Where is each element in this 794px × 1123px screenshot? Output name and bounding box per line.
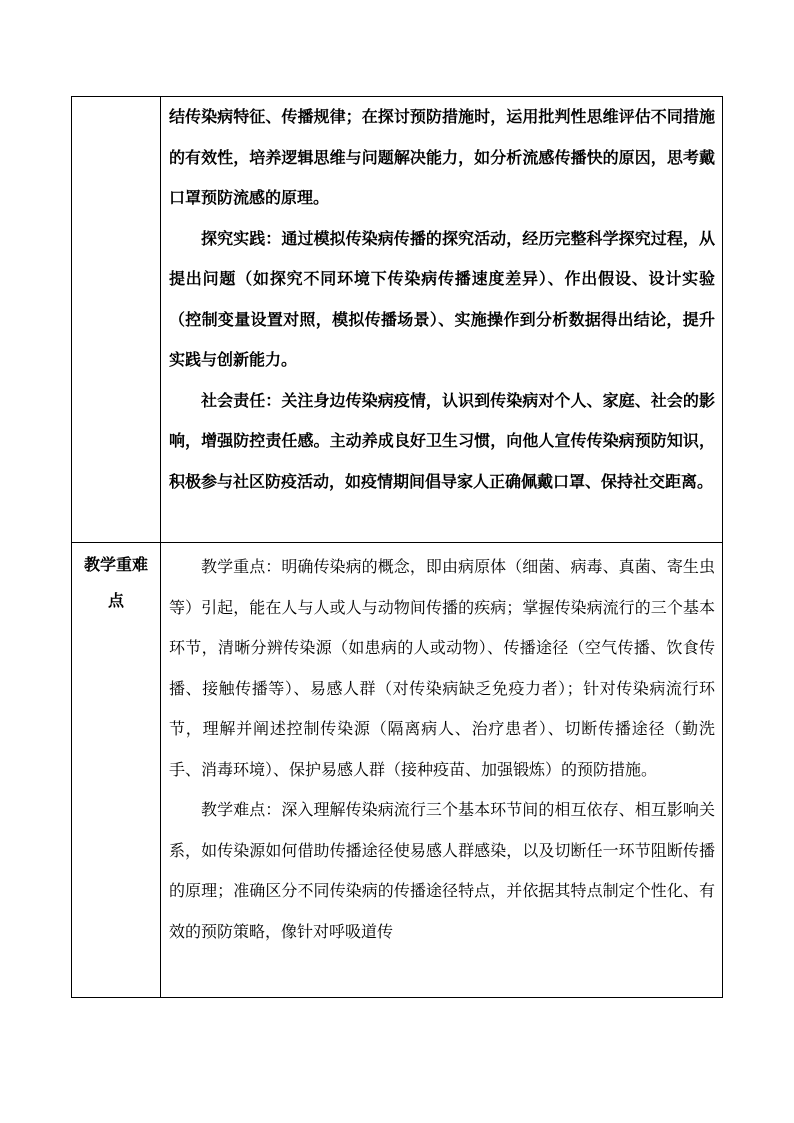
row-label-cell [72,543,161,998]
key-difficult-content-cell [161,543,723,998]
lesson-plan-table [71,96,723,998]
table-row-objectives [72,97,723,543]
difficult-points-paragraph: 教学难点：深入理解传染病流行三个基本环节间的相互依存、相互影响关系，如传染源如何借助传播途径使易感人群感染，以及切断任一环节阻断传播的原理；准确区分不同传染病的传播途径特点，并依据其特点制定个性化、有效的预防策略，像针对呼吸道传 [169,800,715,941]
objectives-content-cell [161,97,723,543]
objectives-paragraph-thinking: 结传染病特征、传播规律；在探讨预防措施时，运用批判性思维评估不同措施的有效性，培养逻辑思维与问题解决能力，如分析流感传播快的原因，思考戴口罩预防流感的原理。 [169,107,715,207]
row-label-cell [72,97,161,543]
row-label-key-difficult-points: 教学重难点 [83,555,148,610]
objectives-paragraph-responsibility: 社会责任：关注身边传染病疫情，认识到传染病对个人、家庭、社会的影响，增强防控责任感。主动养成良好卫生习惯，向他人宣传传染病预防知识，积极参与社区防疫活动，如疫情期间倡导家人正确佩戴口罩、保持社交距离。 [169,390,715,491]
table-row-key-difficult-points [72,543,723,998]
key-points-paragraph: 教学重点：明确传染病的概念，即由病原体（细菌、病毒、真菌、寄生虫等）引起，能在人与人或人与动物间传播的疾病；掌握传染病流行的三个基本环节，清晰分辨传染源（如患病的人或动物）、传播途径（空气传播、饮食传播、接触传播等）、易感人群（对传染病缺乏免疫力者）；针对传染病流行环节，理解并阐述控制传染源（隔离病人、治疗患者）、切断传播途径（勤洗手、消毒环境）、保护易感人群（接种疫苗、加强锻炼）的预防措施。 [169,557,715,779]
objectives-paragraph-inquiry: 探究实践：通过模拟传染病传播的探究活动，经历完整科学探究过程，从提出问题（如探究不同环境下传染病传播速度差异）、作出假设、设计实验（控制变量设置对照，模拟传播场景）、实施操作到分析数据得出结论，提升实践与创新能力。 [169,228,715,369]
